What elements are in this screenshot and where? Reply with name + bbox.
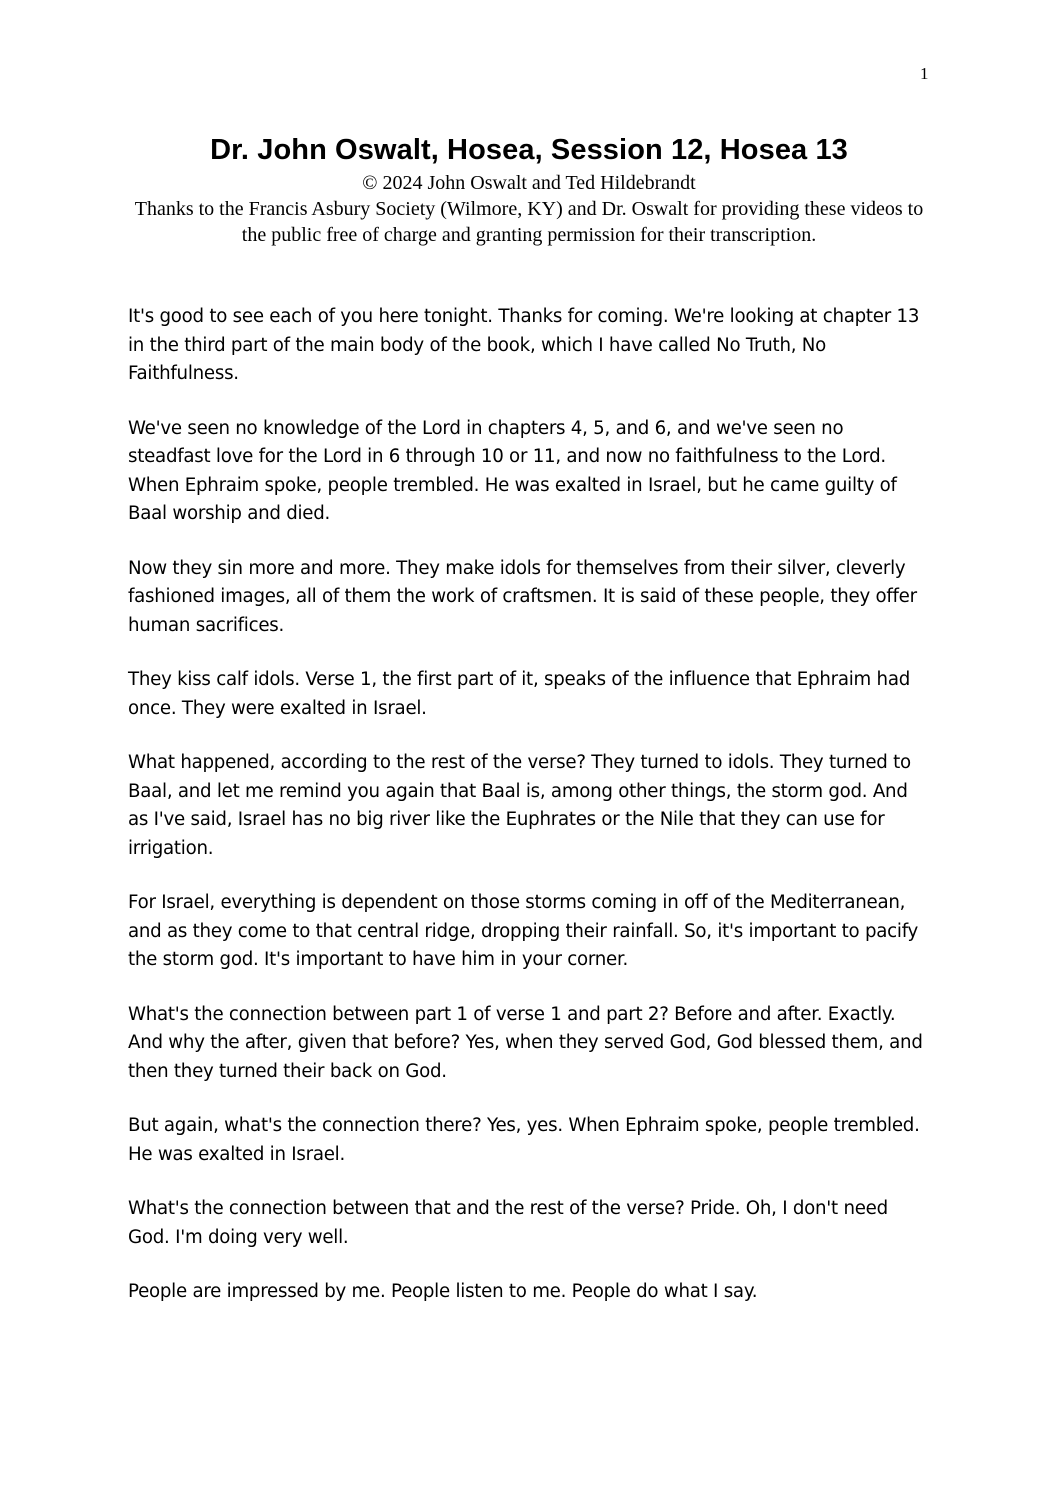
paragraph: We've seen no knowledge of the Lord in chapters 4, 5, and 6, and we've seen no steadfast love for the Lord in 6 through 10 or 11, and now no faithfulness to the Lord. When Ephraim spoke, people trembled. He was exalted in Israel, but he came guilty of Baal worship and died. — [128, 417, 897, 524]
document-title: Dr. John Oswalt, Hosea, Session 12, Hosea 13 — [210, 134, 848, 166]
paragraph: It's good to see each of you here tonight. Thanks for coming. We're looking at chapter 13 in the third part of the main body of the book, which I have called No Truth, No Faithfulness. — [128, 306, 920, 384]
paragraph: What happened, according to the rest of the verse? They turned to idols. They turned to Baal, and let me remind you again that Baal is, among other things, the storm god. And as I've said, Israel has no big river like the Euphrates or the Nile that they can use for irrigation. — [128, 752, 911, 859]
paragraph: People are impressed by me. People listen to me. People do what I say. — [128, 1281, 758, 1302]
paragraph: What's the connection between that and the rest of the verse? Pride. Oh, I don't need God. I'm doing very well. — [128, 1198, 888, 1248]
acknowledgement: Thanks to the Francis Asbury Society (Wilmore, KY) and Dr. Oswalt for providing these videos to the public free of charge and granting permission for their transcription. — [134, 198, 924, 246]
page-number: 1 — [920, 64, 929, 83]
copyright-line: © 2024 John Oswalt and Ted Hildebrandt — [362, 172, 696, 194]
paragraph: What's the connection between part 1 of verse 1 and part 2? Before and after. Exactly. And why the after, given that before? Yes, when they served God, God blessed them, and then they turned their back on God. — [128, 1003, 923, 1082]
transcript-body — [128, 303, 928, 1333]
document-header — [100, 130, 958, 248]
paragraph: For Israel, everything is dependent on those storms coming in off of the Mediterranean, and as they come to that central ridge, dropping their rainfall. So, it's important to pacify the storm god. It's important to have him in your corner. — [128, 892, 919, 970]
paragraph: But again, what's the connection there? Yes, yes. When Ephraim spoke, people trembled. He was exalted in Israel. — [128, 1115, 920, 1165]
paragraph: Now they sin more and more. They make idols for themselves from their silver, cleverly fashioned images, all of them the work of craftsmen. It is said of these people, they offer human sacrifices. — [128, 557, 917, 636]
paragraph: They kiss calf idols. Verse 1, the first part of it, speaks of the influence that Ephraim had once. They were exalted in Israel. — [128, 669, 911, 719]
